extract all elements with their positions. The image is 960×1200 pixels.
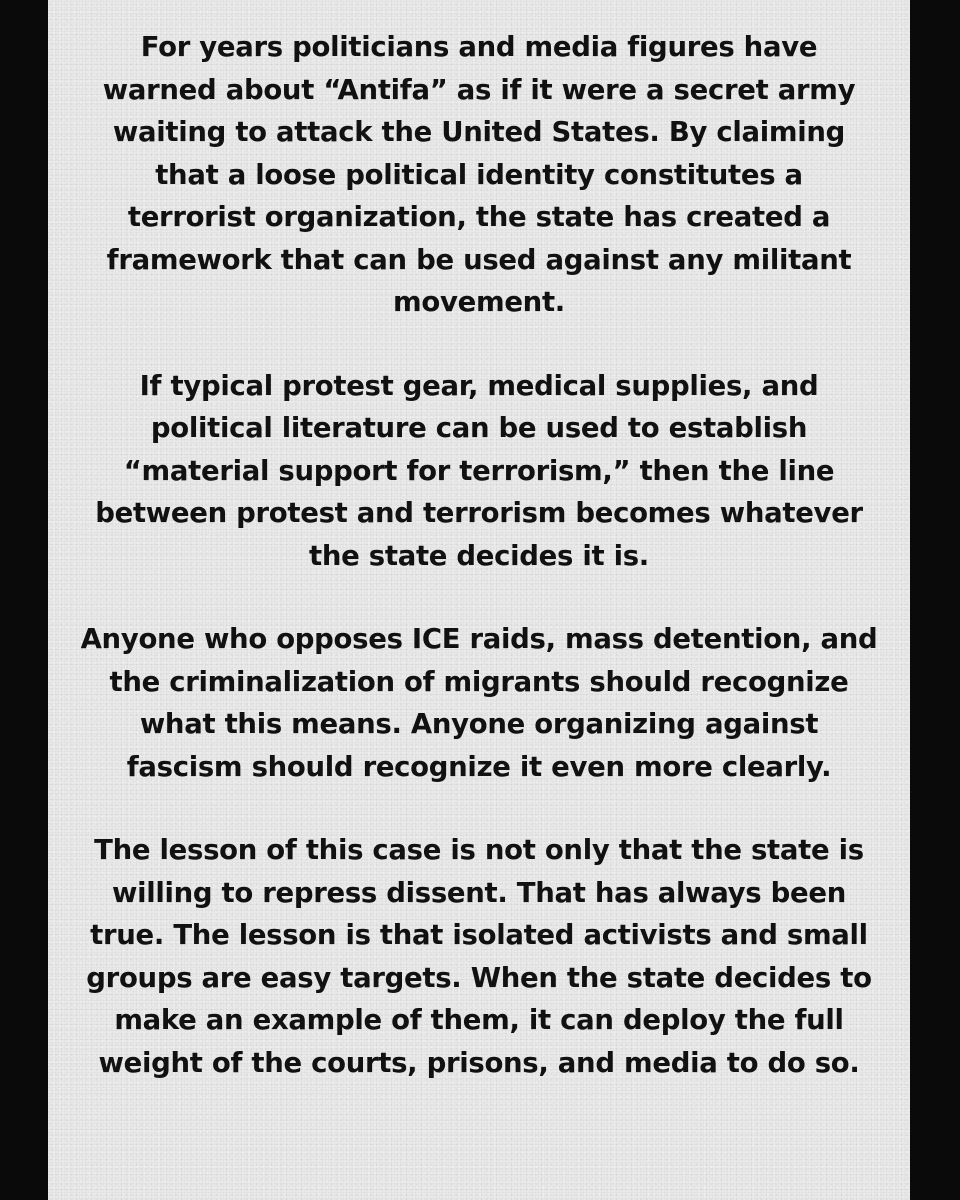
paragraph-material-support: If typical protest gear, medical supplies, and political literature can be used to establish “material support for terrorism,” then the line between protest and terrorism becomes whatever the state decides it is. xyxy=(95,369,863,572)
paragraph-ice-raids: Anyone who opposes ICE raids, mass detention, and the criminalization of migrants should recognize what this means. Anyone organizing against fascism should recognize it even more clearly. xyxy=(80,623,878,783)
paragraph-antifa-framework: For years politicians and media figures have warned about “Antifa” as if it were a secret army waiting to attack the United States. By claiming that a loose political identity constitutes a terrorist organization, the state has created a framework that can be used against any militant movement. xyxy=(102,31,856,318)
text-body xyxy=(48,26,910,1125)
paragraph-lesson: The lesson of this case is not only that the state is willing to repress dissent. That has always been true. The lesson is that isolated activists and small groups are easy targets. When the state decides to make an example of them, it can deploy the full weight of the courts, prisons, and media to do so. xyxy=(86,834,872,1079)
text-card xyxy=(48,0,910,1200)
